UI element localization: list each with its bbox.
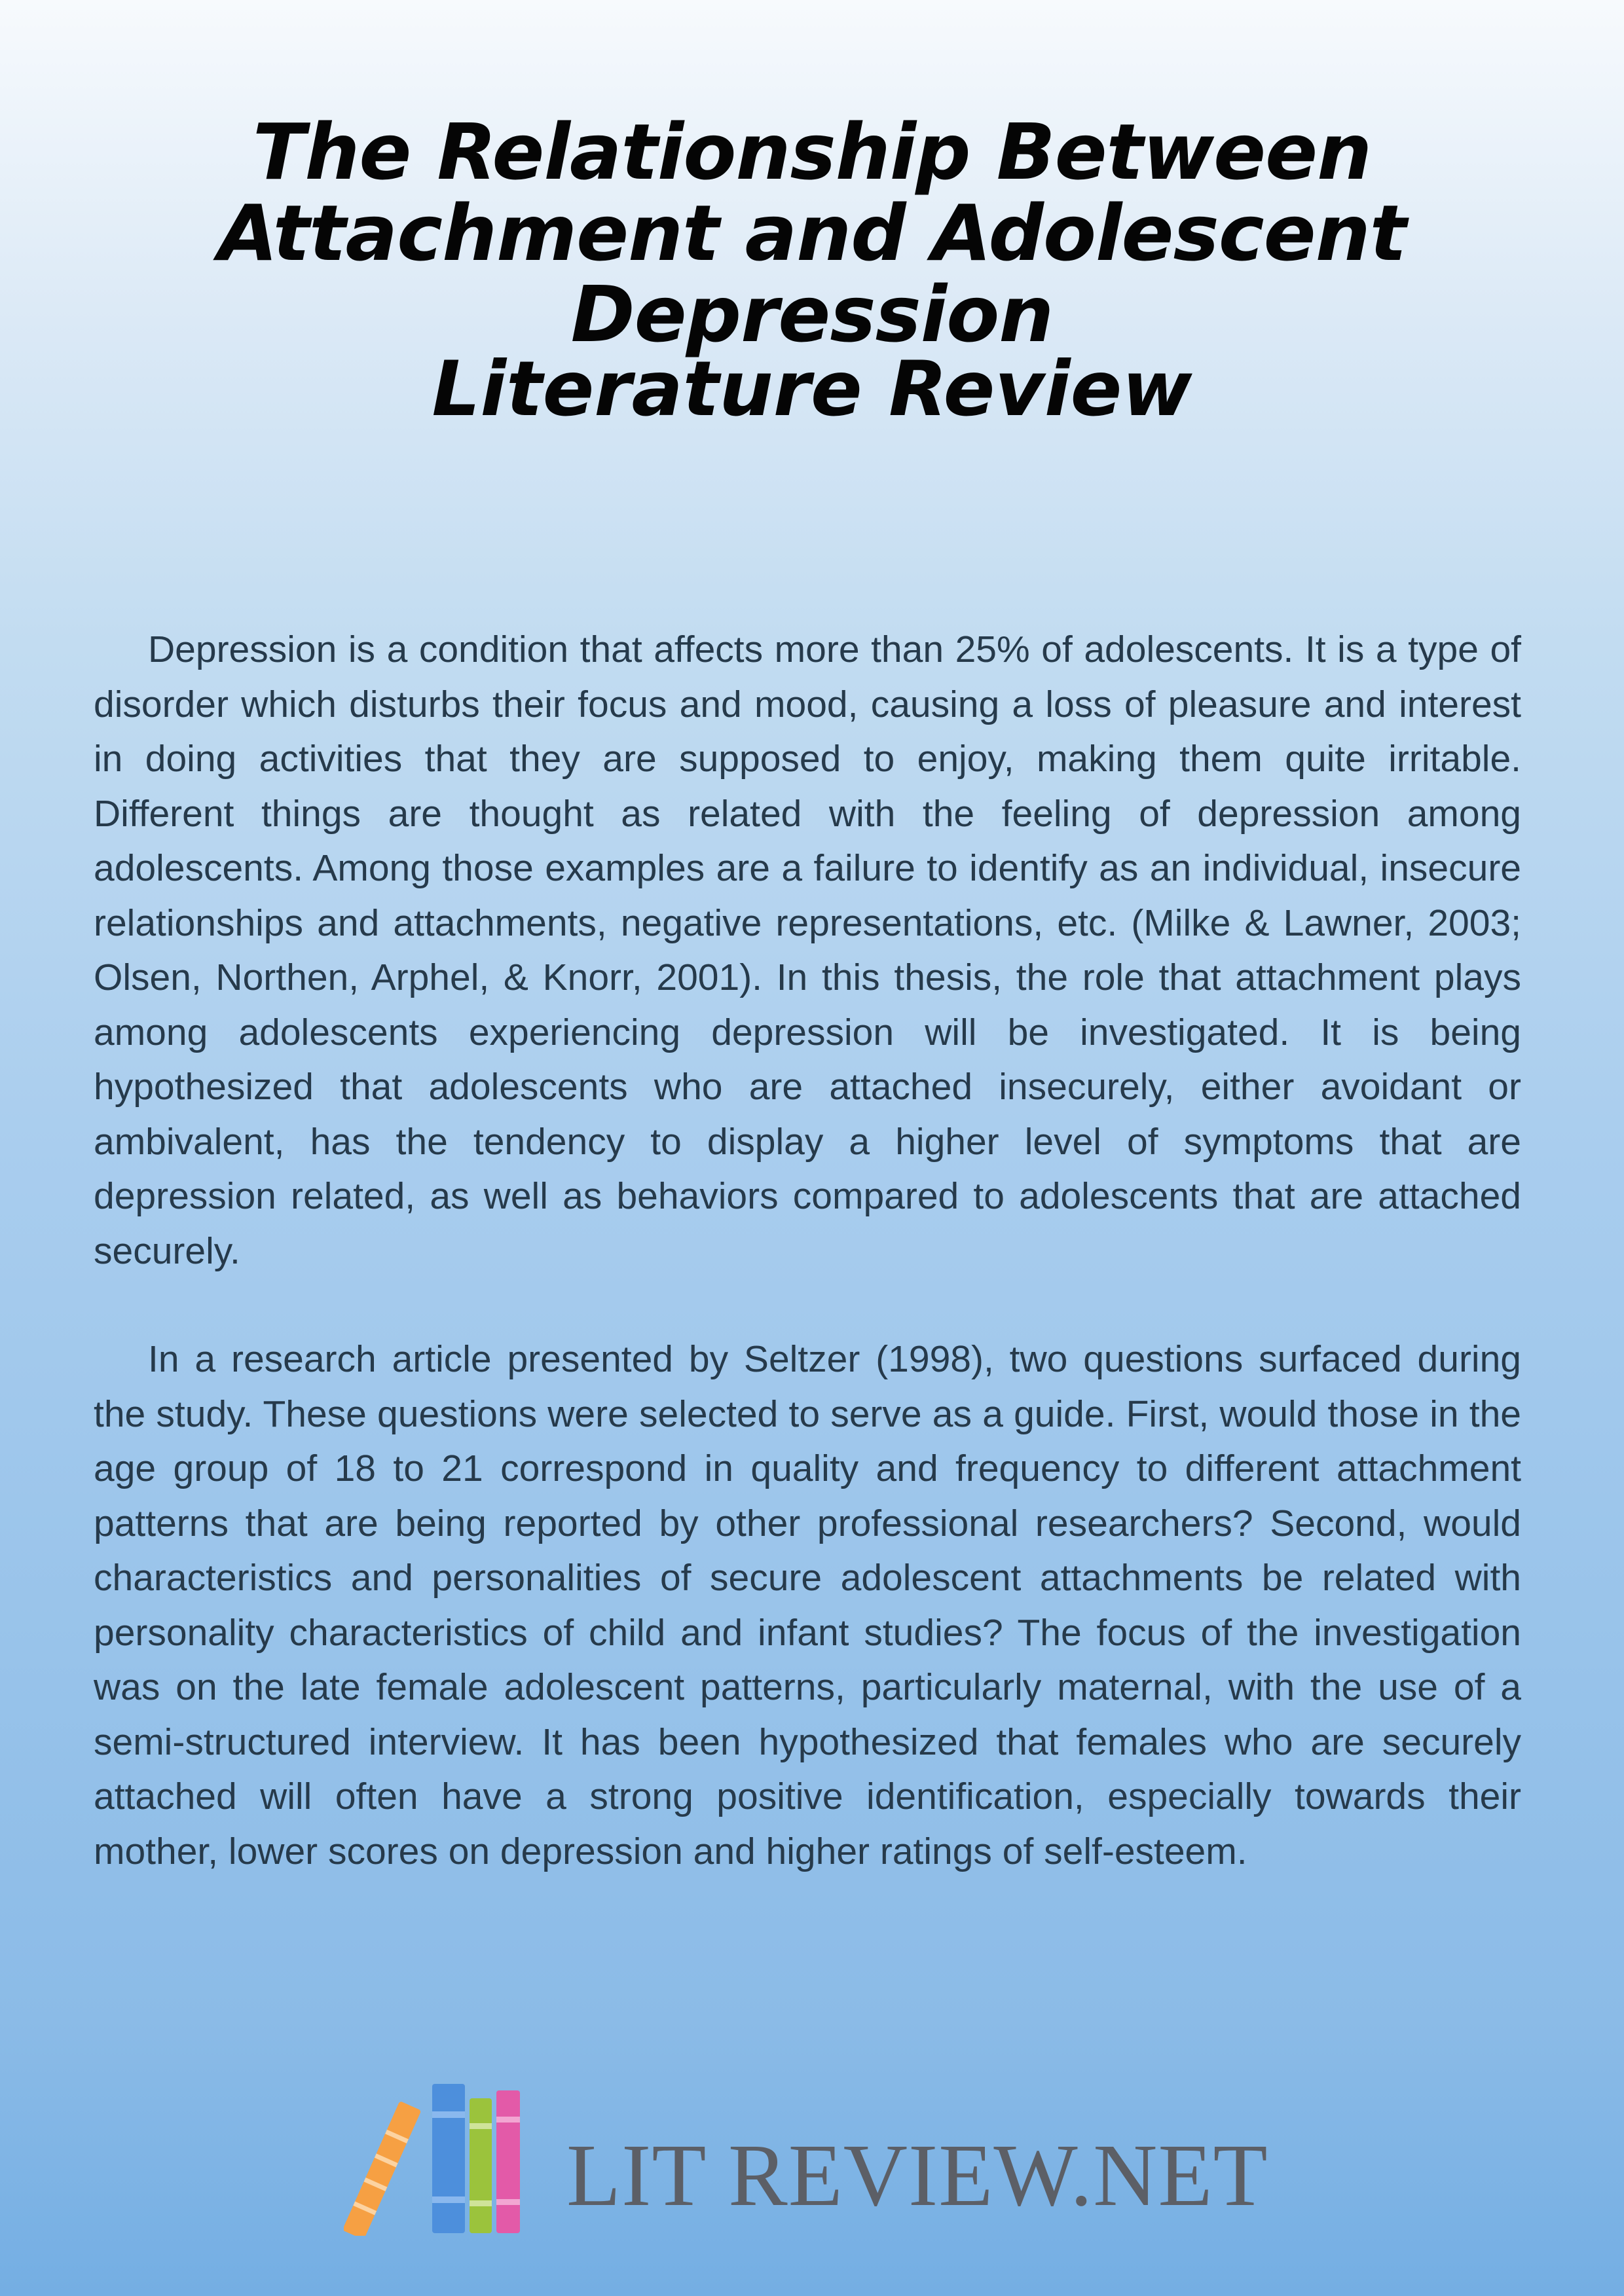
site-logo xyxy=(344,2079,1274,2236)
document-title: The Relationship Between Attachment and Adolescent Depression xyxy=(217,107,1407,359)
body-paragraph-1: Depression is a condition that affects more than 25% of adolescents. It is a type of disorder which disturbs their focus and mood, causing a loss of pleasure and interest in doing activities that they are supposed to enjoy, making them quite irritable. Different things are thought as related with the feeling of depression among adolescents. Among those examples are a failure to identify as an individual, insecure relationships and attachments, negative representations, etc. (Milke & Lawner, 2003; Olsen, Northen, Arphel, & Knorr, 2001). In this thesis, the role that attachment plays among adolescents experiencing depression will be investigated. It is being hypothesized that adolescents who are attached insecurely, either avoidant or ambivalent, has the tendency to display a higher level of symptoms that are depression related, as well as behaviors compared to adolescents that are attached securely. xyxy=(94,629,1521,1272)
body-paragraph-2: In a research article presented by Seltzer (1998), two questions surfaced during the study. These questions were selected to serve as a guide. First, would those in the age group of 18 to 21 correspond in quality and frequency to different attachment patterns that are being reported by other professional researchers? Second, would characteristics and personalities of secure adolescent attachments be related with personality characteristics of child and infant studies? The focus of the investigation was on the late female adolescent patterns, particularly maternal, with the use of a semi-structured interview. It has been hypothesized that females who are securely attached will often have a strong positive identification, especially towards their mother, lower scores on depression and higher ratings of self-esteem. xyxy=(94,1338,1521,1872)
books-icon xyxy=(344,2079,534,2236)
document-subtitle: Literature Review xyxy=(432,345,1192,433)
logo-text: LIT REVIEW.NET xyxy=(566,2126,1268,2225)
